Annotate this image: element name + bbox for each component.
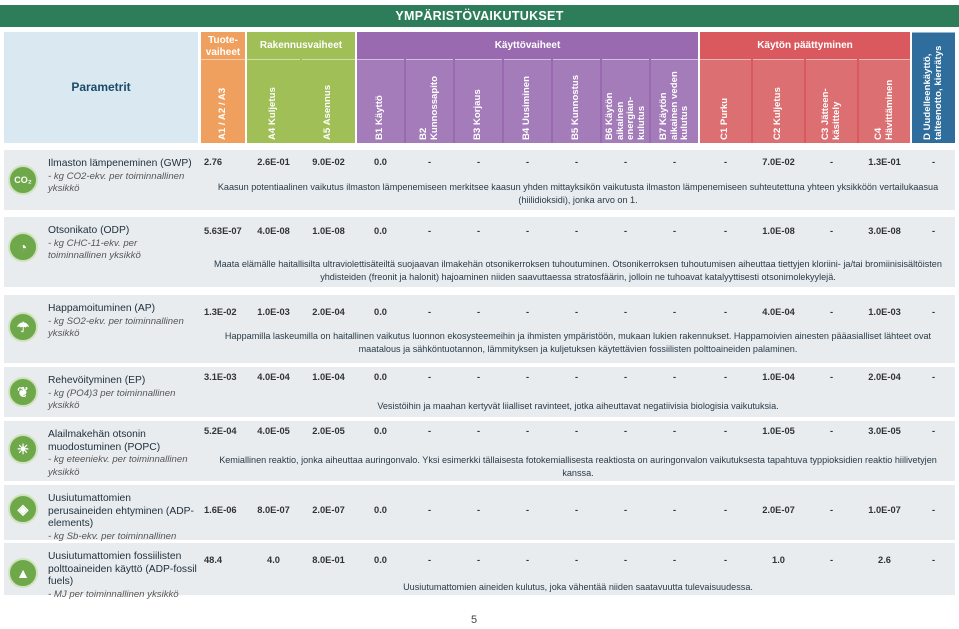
value-cell: -: [525, 426, 530, 436]
value-cell: -: [723, 226, 728, 236]
value-cell: 2.0E-07: [762, 505, 795, 515]
column-header-label: B2 Kunnossapito: [418, 76, 440, 140]
group-paattyminen-label: Käytön päättyminen: [757, 40, 853, 51]
value-cell: -: [525, 372, 530, 382]
acid-icon: ☂: [8, 312, 38, 342]
value-cell: -: [672, 555, 677, 565]
value-cell: 1.3E-02: [204, 307, 237, 317]
parameter-cell: [48, 429, 198, 479]
column-header-label: D Uudelleenkäyttö, talteenotto, kierrätys: [922, 45, 944, 140]
value-cell: 0.0: [374, 372, 387, 382]
description-text: Kaasun potentiaalinen vaikutus ilmaston lämpenemiseen merkitsee kaasun yhden mittayksikön vaikutusta ilmaston lämpenemiseen suhteutettuna yhteen yksikköön vertailukaasua (hiilidioksidi), jonka arvo on 1.: [217, 182, 939, 205]
value-cell: -: [427, 555, 432, 565]
parameter-unit: - kg CHC-11-ekv. per toiminnallinen yksikkö: [48, 237, 141, 261]
value-cell: -: [723, 157, 728, 167]
column-header: [455, 59, 502, 143]
value-cell: -: [574, 157, 579, 167]
parameter-unit: - kg (PO4)3 per toiminnallinen yksikkö: [48, 387, 176, 411]
value-cell: -: [931, 157, 936, 167]
value-cell: -: [525, 555, 530, 565]
value-cell: -: [427, 505, 432, 515]
value-cell: -: [623, 505, 628, 515]
column-header: [859, 59, 910, 143]
value-cell: 4.0E-08: [257, 226, 290, 236]
value-cell: -: [623, 226, 628, 236]
parameter-title: Ilmaston lämpeneminen (GWP): [48, 158, 192, 169]
value-cell: -: [723, 505, 728, 515]
parameter-title: Uusiutumattomien perusaineiden ehtyminen (ADP-elements): [48, 493, 194, 529]
description-text: Kemiallinen reaktio, jonka aiheuttaa auringonvalo. Yksi esimerkki tällaisesta fotokemiallisesta reaktiosta on auringonvalon vaikutuksesta tapahtuva typpioksidien reaktio hiilivetyjen kanssa.: [219, 455, 937, 478]
column-header: [553, 59, 600, 143]
value-cell: 8.0E-01: [312, 555, 345, 565]
value-cell: -: [476, 426, 481, 436]
value-cell: -: [623, 555, 628, 565]
value-cell: 2.0E-07: [312, 505, 345, 515]
parameter-title: Rehevöityminen (EP): [48, 375, 146, 386]
value-cell: 2.6: [878, 555, 891, 565]
value-cell: -: [931, 505, 936, 515]
value-cell: -: [829, 372, 834, 382]
value-cell: -: [476, 157, 481, 167]
parameter-title: Otsonikato (ODP): [48, 225, 130, 236]
column-header-label: B1 Käyttö: [374, 95, 386, 140]
value-cell: 1.0E-03: [257, 307, 290, 317]
column-header-label: B4 Uusiminen: [521, 76, 533, 140]
description-text: Maata elämälle haitallisilta ultraviolettisäteiltä suojaavan ilmakehän otsonikerroksen tuhoutuminen. Otsonikerroksen tuhoutumisen aiheuttaa tiettyjen kloriini- ja/tai bromiinisisältöisten yhdisteiden (freonit ja halonit) hajoaminen niiden saavuttaessa stratosfäärin, jolloin ne tuhoavat katalyyttisesti otsonimolekyylejä.: [214, 259, 942, 282]
description-text: Happamilla laskeumilla on haitallinen vaikutus luonnon ekosysteemeihin ja ihmisten ympäristöön, mukaan lukien rakennukset. Happamoivien ainesten pääasialliset lähteet ovat maatalous ja sähköntuotannon, lämmityksen ja kuljetuksen käytettävien fossiilisten polttoaineiden palaminen.: [224, 331, 932, 354]
value-cell: 5.63E-07: [204, 226, 242, 236]
value-cell: -: [574, 372, 579, 382]
value-cell: -: [427, 372, 432, 382]
value-cell: -: [931, 426, 936, 436]
value-cell: 1.0E-03: [868, 307, 901, 317]
value-cell: 2.6E-01: [257, 157, 290, 167]
value-cell: -: [476, 372, 481, 382]
element-icon: ◈: [8, 494, 38, 524]
value-cell: -: [829, 157, 834, 167]
parameter-unit: - kg eteeniekv. per toiminnallinen yksikkö: [48, 454, 188, 478]
column-header-label: C3 Jätteen- käsittely: [820, 88, 842, 140]
column-header: [806, 59, 857, 143]
value-cell: -: [931, 555, 936, 565]
value-cell: 2.0E-04: [868, 372, 901, 382]
parameter-title: Happamoituminen (AP): [48, 303, 156, 314]
value-cell: 4.0E-05: [257, 426, 290, 436]
value-cell: -: [525, 226, 530, 236]
value-cell: -: [476, 505, 481, 515]
value-cell: -: [829, 226, 834, 236]
value-cell: 0.0: [374, 307, 387, 317]
value-cell: -: [672, 505, 677, 515]
column-header-label: B7 Käytön aikainen veden kulutus: [657, 71, 690, 140]
value-cell: -: [623, 426, 628, 436]
value-cell: -: [723, 307, 728, 317]
value-cell: 1.0E-08: [762, 226, 795, 236]
parameter-title: Alailmakehän otsonin muodostuminen (POPC): [48, 429, 161, 453]
group-tuotevaiheet-label: Tuote- vaiheet: [205, 35, 241, 58]
parameter-unit: - kg Sb-ekv. per toiminnallinen: [48, 530, 177, 542]
sun-icon: ☀: [8, 434, 38, 464]
parameter-cell: [48, 303, 198, 341]
column-header: [700, 59, 751, 143]
column-header: [302, 59, 355, 143]
value-cell: -: [672, 372, 677, 382]
value-cell: -: [623, 157, 628, 167]
column-header-label: B3 Korjaus: [472, 89, 484, 140]
fossil-icon: ▲: [8, 558, 38, 588]
column-header-label: B6 Käytön aikainen energian- kulutus: [603, 92, 647, 140]
column-header: [504, 59, 551, 143]
value-cell: -: [476, 226, 481, 236]
value-cell: 0.0: [374, 426, 387, 436]
value-cell: -: [574, 307, 579, 317]
value-cell: 4.0E-04: [257, 372, 290, 382]
value-cell: 1.0E-05: [762, 426, 795, 436]
column-header: [651, 59, 698, 143]
description-text: Vesistöihin ja maahan kertyvät liialliset ravinteet, jotka aiheuttavat negatiivisia biologisia vaikutuksia.: [377, 401, 779, 411]
column-header: [912, 32, 955, 143]
page-number: 5: [471, 614, 478, 626]
value-cell: -: [623, 307, 628, 317]
value-cell: -: [723, 426, 728, 436]
column-header-label: C2 Kuljetus: [772, 87, 784, 140]
value-cell: -: [525, 157, 530, 167]
value-cell: -: [427, 426, 432, 436]
value-cell: 3.0E-08: [868, 226, 901, 236]
value-cell: 8.0E-07: [257, 505, 290, 515]
value-cell: -: [427, 157, 432, 167]
value-cell: -: [672, 157, 677, 167]
value-cell: -: [574, 555, 579, 565]
value-cell: 4.0E-04: [762, 307, 795, 317]
parameter-unit: - kg SO2-ekv. per toiminnallinen yksikkö: [48, 315, 184, 339]
param-header-label: Parametrit: [71, 80, 131, 94]
value-cell: -: [574, 505, 579, 515]
value-cell: -: [672, 307, 677, 317]
value-cell: -: [672, 226, 677, 236]
value-cell: 1.0E-04: [762, 372, 795, 382]
value-cell: 1.0: [772, 555, 785, 565]
column-header-label: B5 Kunnostus: [570, 74, 582, 140]
value-cell: 0.0: [374, 555, 387, 565]
parameter-cell: [48, 225, 198, 263]
parameter-unit: - MJ per toiminnallinen yksikkö: [48, 588, 179, 600]
parameter-cell: [48, 375, 198, 413]
value-cell: -: [672, 426, 677, 436]
value-cell: -: [574, 226, 579, 236]
value-cell: -: [623, 372, 628, 382]
value-cell: -: [427, 307, 432, 317]
parameter-title: Uusiutumattomien fossiilisten polttoaineiden käyttö (ADP-fossil fuels): [48, 551, 197, 587]
column-header: [406, 59, 453, 143]
column-header-label: A5 Asennus: [322, 84, 334, 140]
column-header-label: C4 Hävittäminen: [873, 79, 895, 140]
value-cell: 0.0: [374, 226, 387, 236]
column-header: [753, 59, 804, 143]
value-cell: 0.0: [374, 157, 387, 167]
value-cell: -: [931, 372, 936, 382]
column-header: [201, 59, 245, 143]
value-cell: -: [723, 372, 728, 382]
value-cell: 4.0: [267, 555, 280, 565]
value-cell: -: [476, 555, 481, 565]
value-cell: -: [931, 226, 936, 236]
column-header: [247, 59, 300, 143]
value-cell: 1.0E-07: [868, 505, 901, 515]
value-cell: -: [829, 426, 834, 436]
value-cell: -: [476, 307, 481, 317]
value-cell: -: [829, 307, 834, 317]
value-cell: -: [427, 226, 432, 236]
value-cell: 1.6E-06: [204, 505, 237, 515]
value-cell: 9.0E-02: [312, 157, 345, 167]
description-text: Uusiutumattomien aineiden kulutus, joka vähentää niiden saatavuutta tulevaisuudessa.: [403, 582, 753, 592]
value-cell: 3.1E-03: [204, 372, 237, 382]
co2-icon: CO₂: [8, 165, 38, 195]
value-cell: 48.4: [204, 555, 223, 565]
page-title: YMPÄRISTÖVAIKUTUKSET: [0, 5, 959, 27]
column-header-label: A4 Kuljetus: [267, 87, 279, 140]
value-cell: 5.2E-04: [204, 426, 237, 436]
value-cell: 2.0E-05: [312, 426, 345, 436]
ozone-icon: ◔: [8, 232, 38, 262]
parameter-cell: [48, 551, 198, 601]
column-header: [602, 59, 649, 143]
column-header-label: A1 / A2 / A3: [216, 87, 228, 140]
param-header: [4, 32, 198, 143]
column-header: [357, 59, 404, 143]
value-cell: 3.0E-05: [868, 426, 901, 436]
group-kayttovaiheet-label: Käyttövaiheet: [494, 40, 561, 51]
value-cell: 7.0E-02: [762, 157, 795, 167]
value-cell: -: [829, 555, 834, 565]
value-cell: 1.3E-01: [868, 157, 901, 167]
value-cell: 2.76: [204, 157, 223, 167]
value-cell: -: [829, 505, 834, 515]
value-cell: -: [574, 426, 579, 436]
value-cell: 0.0: [374, 505, 387, 515]
value-cell: -: [931, 307, 936, 317]
value-cell: 2.0E-04: [312, 307, 345, 317]
group-rakennusvaiheet-label: Rakennusvaiheet: [259, 40, 343, 51]
leaf-icon: ❦: [8, 377, 38, 407]
parameter-cell: [48, 158, 198, 196]
value-cell: -: [723, 555, 728, 565]
value-cell: -: [525, 307, 530, 317]
column-header-label: C1 Purku: [719, 97, 731, 140]
value-cell: -: [525, 505, 530, 515]
value-cell: 1.0E-08: [312, 226, 345, 236]
parameter-unit: - kg CO2-ekv. per toiminnallinen yksikkö: [48, 170, 185, 194]
value-cell: 1.0E-04: [312, 372, 345, 382]
